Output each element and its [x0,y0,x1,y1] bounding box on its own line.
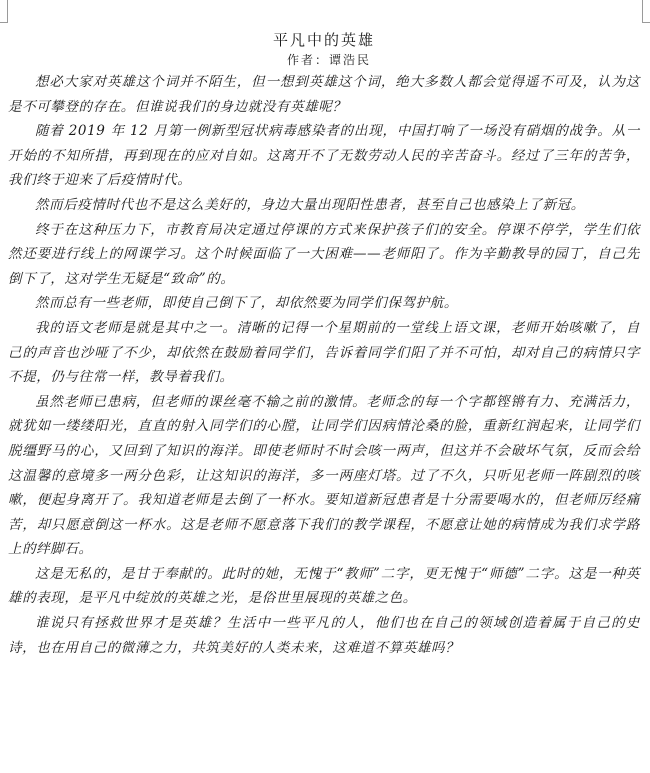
paragraph: 我的语文老师是就是其中之一。清晰的记得一个星期前的一堂线上语文课，老师开始咳嗽了，自己的声音也沙哑了不少，却依然在鼓励着同学们，告诉着同学们阳了并不可怕，却对自己的病情只字不提，仍与往常一样，教导着我们。 [8,319,640,386]
paragraph: 终于在这种压力下，市教育局决定通过停课的方式来保护孩子们的安全。停课不停学，学生们依然还要进行线上的网课学习。这个时候面临了一大困难——老师阳了。作为辛勤教导的园丁，自己先倒下了，这对学生无疑是“致命”的。 [8,221,640,287]
document-title: 平凡中的英雄 [272,31,375,49]
document-author: 作者：谭浩民 [286,53,371,67]
margin-corner-mark-top-left [0,0,8,23]
margin-corner-mark-top-right [642,0,650,23]
paragraph: 然而总有一些老师，即使自己倒下了，却依然要为同学们保驾护航。 [35,295,458,312]
paragraph: 虽然老师已患病，但老师的课丝毫不输之前的激情。老师念的每一个字都铿锵有力、充满活力，就犹如一缕缕阳光，直直的射入同学们的心膛，让同学们因病情沦桑的脸，重新红润起来，让同学们脱缰野马的心，又回到了知识的海洋。即使老师时不时会咳一两声，但这并不会破坏气氛，反而会给这温馨的意境多一两分色彩，让这知识的海洋，多一两座灯塔。过了不久，只听见老师一阵剧烈的咳嗽，便起身离开了。我知道老师是去倒了一杯水。要知道新冠患者是十分需要喝水的，但老师厉经痛苦，却只愿意倒这一杯水。这是老师不愿意落下我们的教学课程，不愿意让她的病情成为我们求学路上的绊脚石。 [8,393,640,558]
paragraph: 随着 2019 年 12 月第一例新型冠状病毒感染者的出现，中国打响了一场没有硝烟的战争。从一开始的不知所措，再到现在的应对自如。这离开不了无数劳动人民的辛苦奋斗。经过了三年的苦争，我们终于迎来了后疫情时代。 [8,123,640,189]
paragraph: 这是无私的，是甘于奉献的。此时的她，无愧于“教师”二字，更无愧于“师德”二字。这是一种英雄的表现，是平凡中绽放的英雄之光，是俗世里展现的英雄之色。 [8,565,640,607]
paragraph: 然而后疫情时代也不是这么美好的，身边大量出现阳性患者，甚至自己也感染上了新冠。 [35,196,585,213]
document-page [8,28,640,660]
paragraph: 想必大家对英雄这个词并不陌生，但一想到英雄这个词，绝大多数人都会觉得遥不可及，认为这是不可攀登的存在。但谁说我们的身边就没有英雄呢？ [8,74,640,115]
paragraph: 谁说只有拯救世界才是英雄？生活中一些平凡的人，他们也在自己的领域创造着属于自己的史诗，也在用自己的微薄之力，共筑美好的人类未来，这难道不算英雄吗？ [8,615,640,656]
